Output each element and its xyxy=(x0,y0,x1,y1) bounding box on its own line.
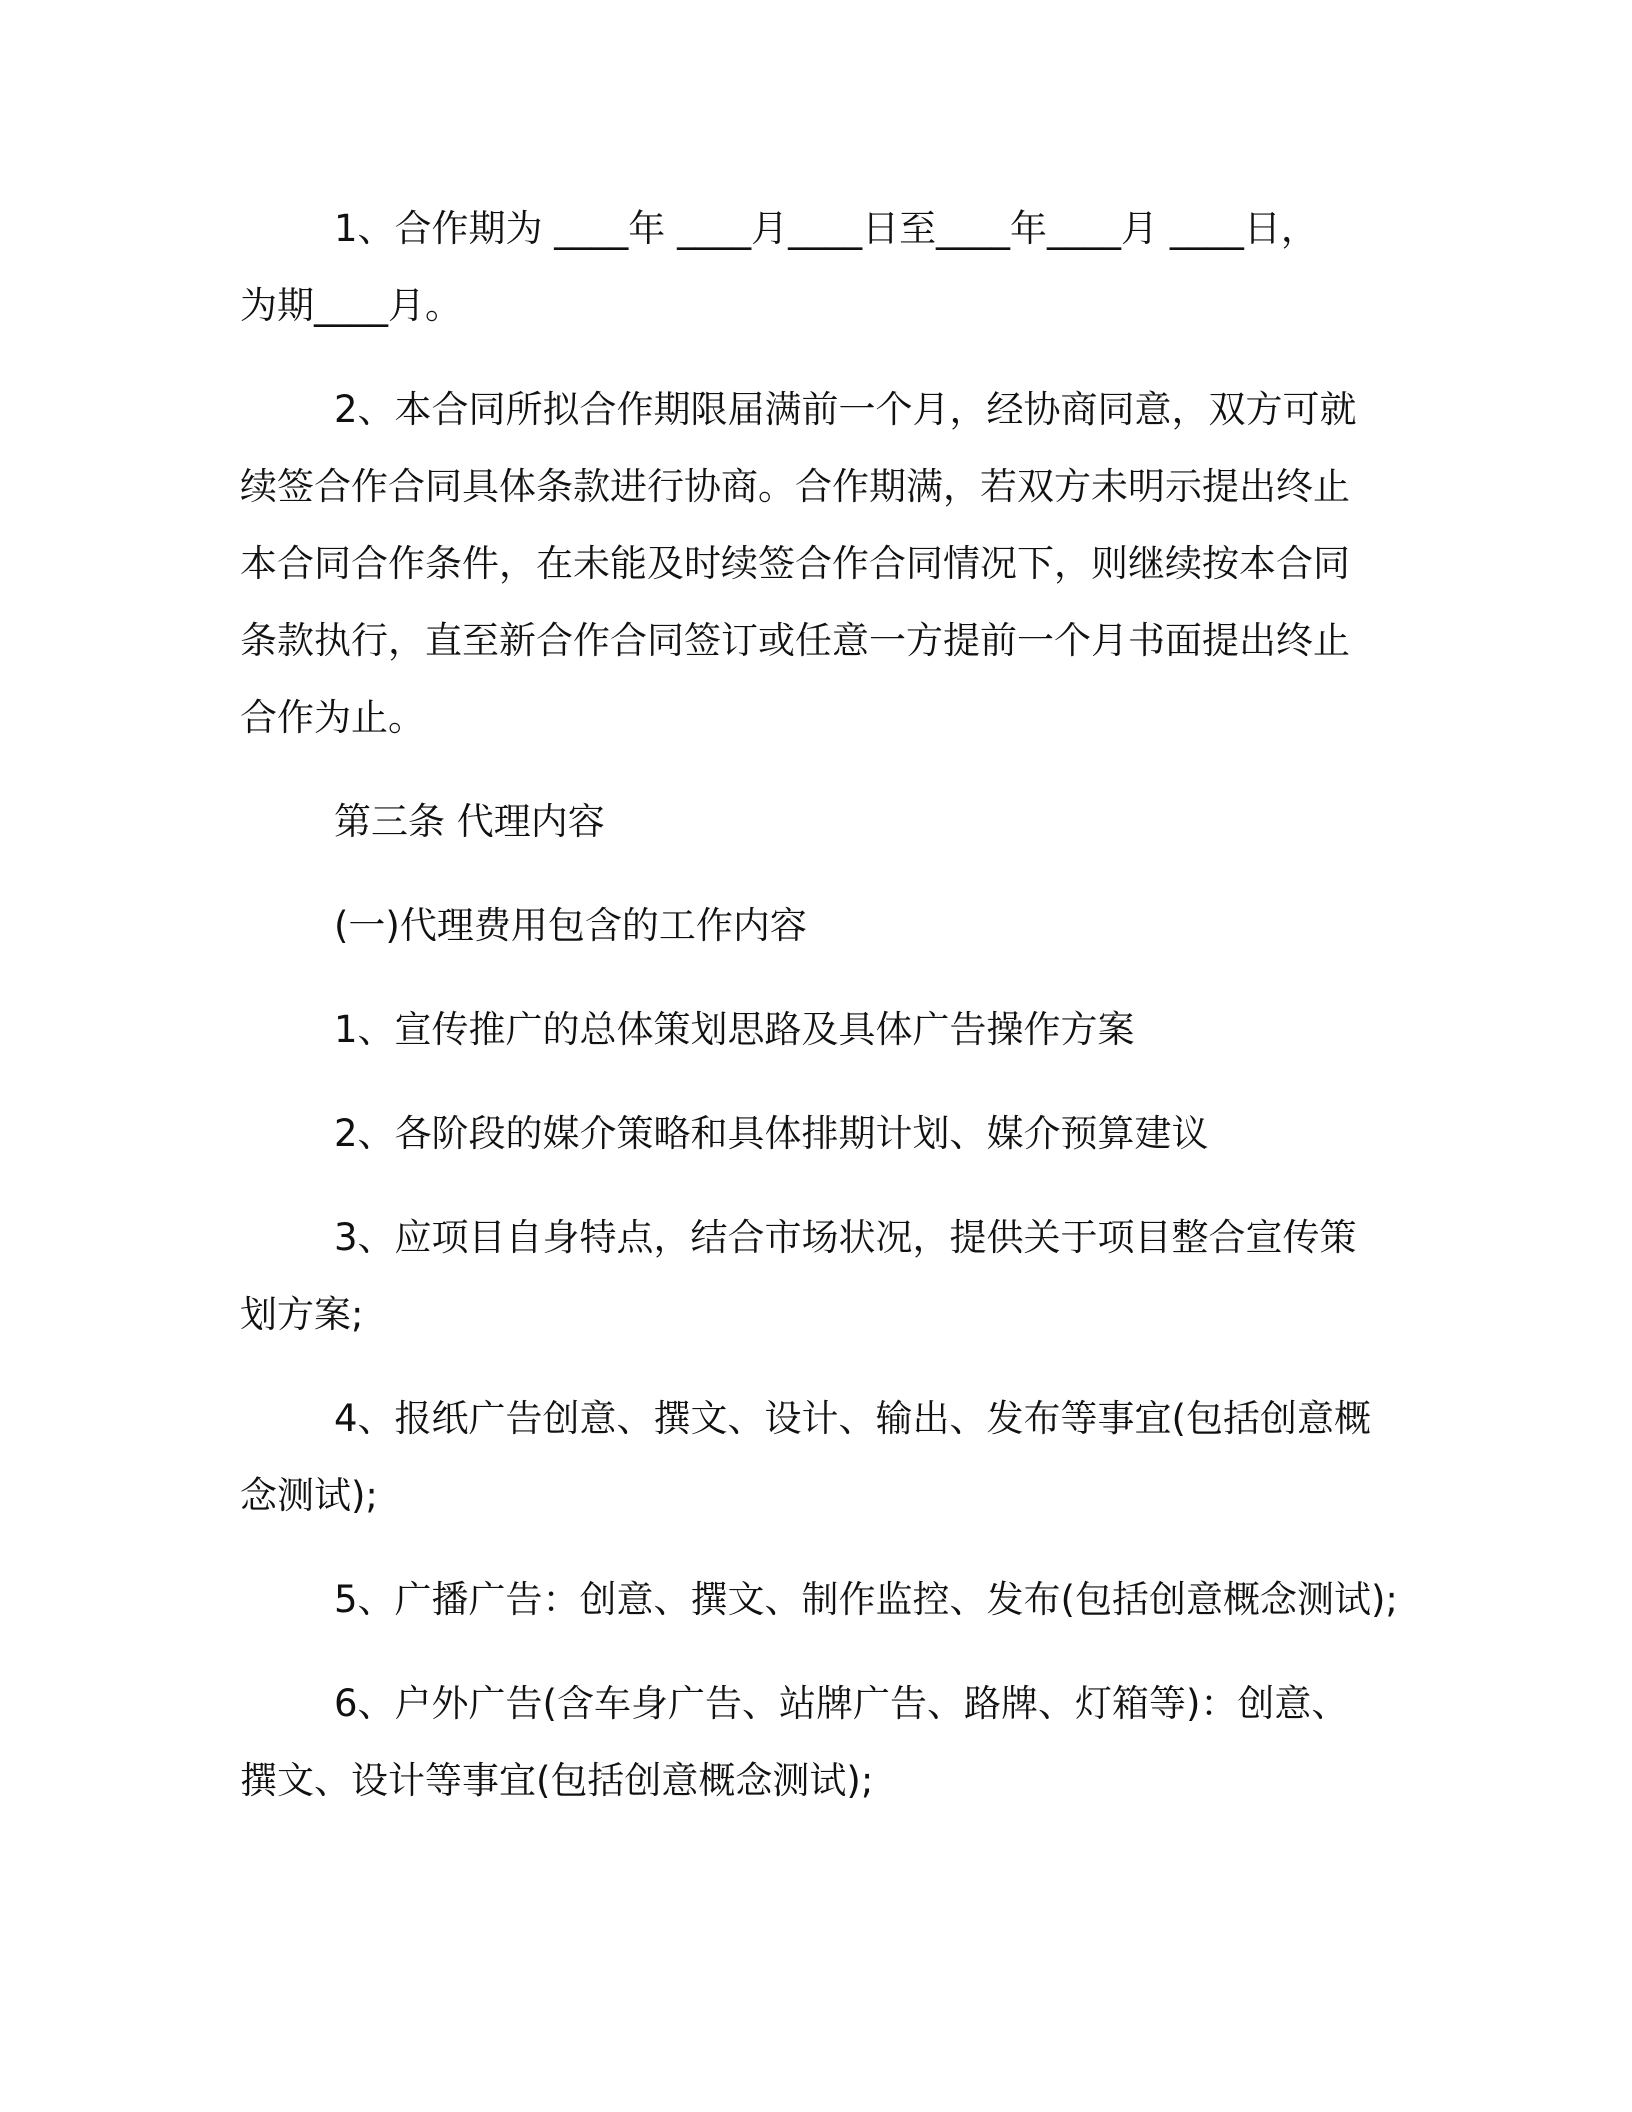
text-line: 念测试); xyxy=(240,1474,378,1517)
text-line: 为期____月。 xyxy=(240,284,462,327)
text-line: 3、应项目自身特点，结合市场状况，提供关于项目整合宣传策 xyxy=(334,1216,1357,1259)
paragraph-contract-term xyxy=(240,190,1400,344)
text-line: 合作为止。 xyxy=(240,696,425,739)
text-line: 第三条 代理内容 xyxy=(334,800,605,843)
document-body xyxy=(240,190,1400,1846)
text-line: 划方案; xyxy=(240,1293,364,1336)
text-line: 4、报纸广告创意、撰文、设计、输出、发布等事宜(包括创意概 xyxy=(334,1397,1371,1440)
text-line: 撰文、设计等事宜(包括创意概念测试); xyxy=(240,1759,874,1802)
list-item xyxy=(240,1665,1400,1819)
text-line: (一)代理费用包含的工作内容 xyxy=(334,904,807,947)
text-line: 条款执行，直至新合作合同签订或任意一方提前一个月书面提出终止 xyxy=(240,619,1350,662)
list-item xyxy=(240,1199,1400,1353)
section-heading xyxy=(240,783,1400,860)
text-line: 本合同合作条件，在未能及时续签合作合同情况下，则继续按本合同 xyxy=(240,542,1350,585)
text-line: 1、宣传推广的总体策划思路及具体广告操作方案 xyxy=(334,1008,1135,1051)
paragraph-renewal xyxy=(240,371,1400,756)
text-line: 2、本合同所拟合作期限届满前一个月，经协商同意，双方可就 xyxy=(334,388,1357,431)
text-line: 6、户外广告(含车身广告、站牌广告、路牌、灯箱等)：创意、 xyxy=(334,1682,1349,1725)
text-line: 1、合作期为 ____年 ____月____日至____年____月 ____日， xyxy=(334,207,1318,250)
list-item xyxy=(240,991,1400,1068)
text-line: 2、各阶段的媒介策略和具体排期计划、媒介预算建议 xyxy=(334,1112,1209,1155)
subsection-heading xyxy=(240,887,1400,964)
list-item xyxy=(240,1095,1400,1172)
list-item xyxy=(240,1561,1400,1638)
text-line: 续签合作合同具体条款进行协商。合作期满，若双方未明示提出终止 xyxy=(240,465,1350,508)
list-item xyxy=(240,1380,1400,1534)
text-line: 5、广播广告：创意、撰文、制作监控、发布(包括创意概念测试); xyxy=(334,1578,1398,1621)
